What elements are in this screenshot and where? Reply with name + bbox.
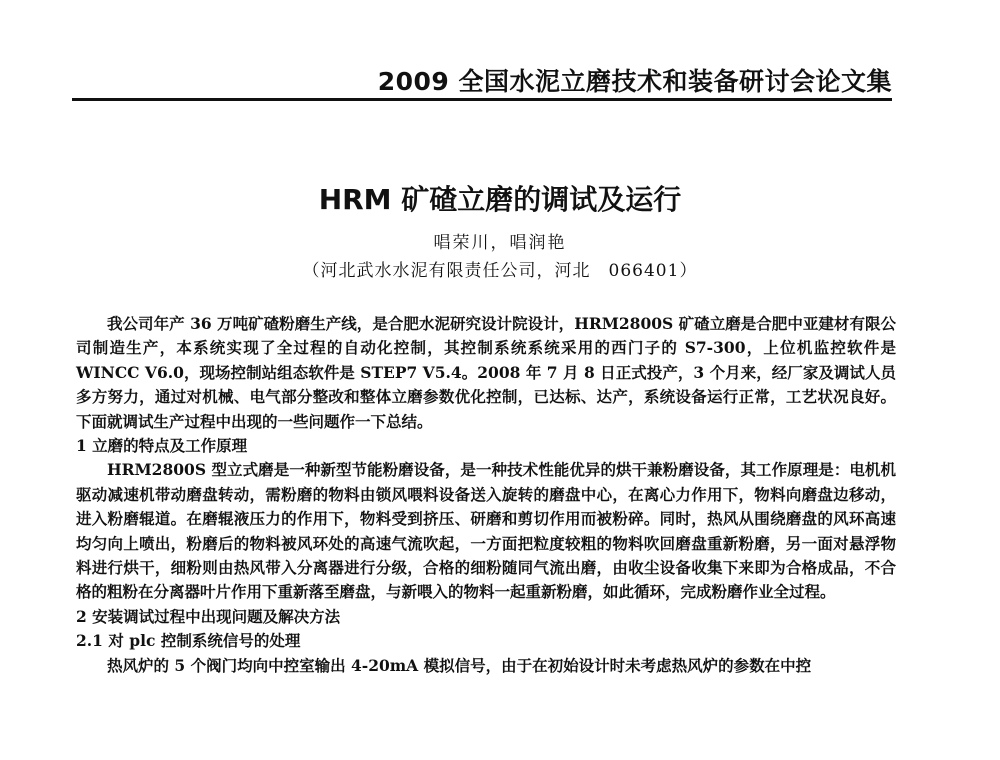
section-2-1-heading: 2.1 对 plc 控制系统信号的处理 [76,631,301,651]
section-2-heading: 2 安装调试过程中出现问题及解决方法 [76,606,341,626]
article-authors: 唱荣川，唱润艳 [433,233,567,253]
collection-header-title: 2009 全国水泥立磨技术和装备研讨会论文集 [377,67,892,96]
article-affiliation: （河北武水水泥有限责任公司，河北 066401） [302,261,698,281]
article-title: HRM 矿碴立磨的调试及运行 [318,183,682,216]
section-1-heading: 1 立磨的特点及工作原理 [76,436,248,456]
section-1-paragraph: HRM2800S 型立式磨是一种新型节能粉磨设备，是一种技术性能优异的烘干兼粉磨设备，其工作原理是：电机机驱动减速机带动磨盘转动，需粉磨的物料由锁风喂料设备送入旋转的磨盘中心，在离心力作用下，物料向磨盘边移动，进入粉磨辊道。在磨辊液压力的作用下，物料受到挤压、研磨和剪切作用而被粉碎。同时，热风从围绕磨盘的风环高速均匀向上喷出，粉磨后的物料被风环处的高速气流吹起，一方面把粒度较粗的物料吹回磨盘重新粉磨，另一面对悬浮物料进行烘干，细粉则由热风带入分离器进行分级，合格的细粉随同气流出磨，由收尘设备收集下来即为合格成品，不合格的粗粉在分离器叶片作用下重新落至磨盘，与新喂入的物料一起重新粉磨，如此循环，完成粉磨作业全过程。 [76,460,896,602]
intro-paragraph: 我公司年产 36 万吨矿碴粉磨生产线，是合肥水泥研究设计院设计，HRM2800S 矿碴立磨是合肥中亚建材有限公司制造生产，本系统实现了全过程的自动化控制，其控制系统系统采用的西门子的 S7-300，上位机监控软件是 WINCC V6.0，现场控制站组态软件是 STEP7 V5.4。2008 年 7 月 8 日正式投产，3 个月来，经厂家及调试人员多方努力，通过对机械、电气部分整改和整体立磨参数优化控制，已达标、达产，系统设备运行正常，工艺状况良好。下面就调试生产过程中出现的一些问题作一下总结。 [76,314,896,431]
article-body [76,312,896,678]
header-divider [72,98,892,101]
section-2-1-paragraph: 热风炉的 5 个阀门均向中控室输出 4-20mA 模拟信号，由于在初始设计时未考虑热风炉的参数在中控 [107,655,812,675]
